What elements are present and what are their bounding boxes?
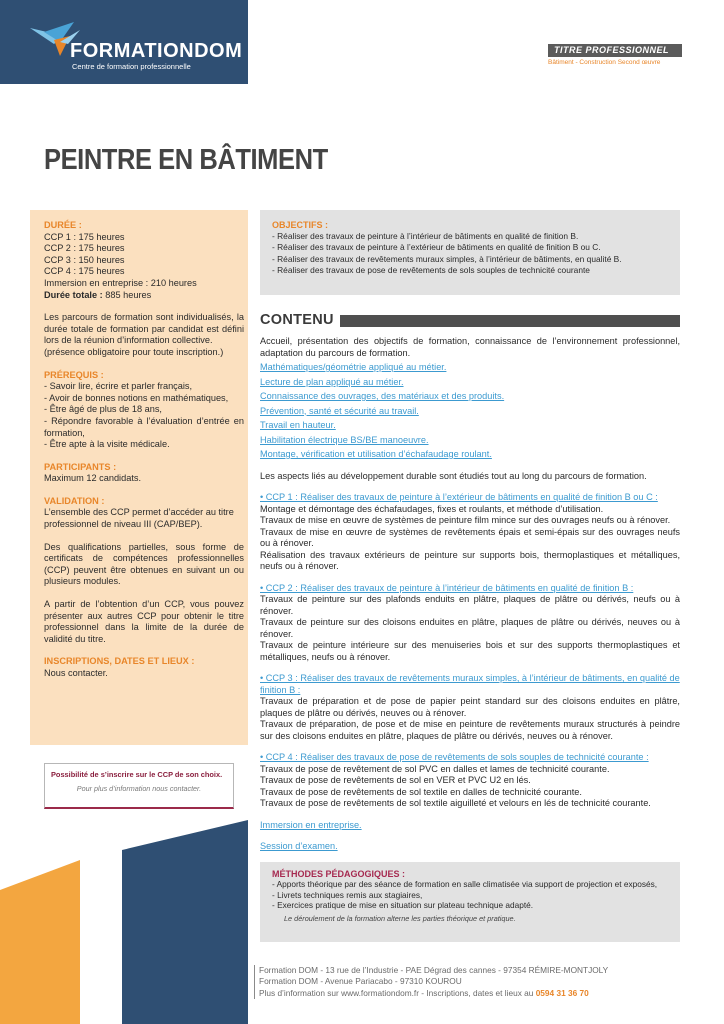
ccp2-line: Travaux de peinture sur des cloisons enduites en plâtre, plaques de plâtre ou dérivés, neuves ou à rénover. xyxy=(260,617,680,639)
objectifs-box xyxy=(260,210,680,295)
methode-item: - Livrets techniques remis aux stagiaires, xyxy=(272,889,423,900)
ccp2-line: Travaux de peinture sur des plafonds enduits en plâtre, plaques de plâtre ou dérivés, neufs ou à rénover. xyxy=(260,594,680,616)
module-link[interactable]: Mathématiques/géométrie appliqué au métier. xyxy=(260,362,447,372)
objectif-item: - Réaliser des travaux de pose de revêtements de sols souples de technicité courante xyxy=(272,264,590,275)
inscriptions-text: Nous contacter. xyxy=(44,668,108,678)
duree-heading: DURÉE : xyxy=(44,220,82,230)
ccp-callout-box xyxy=(44,763,234,809)
footer-address-1: Formation DOM - 13 rue de l’Industrie - PAE Dégrad des cannes - 97354 RÉMIRE-MONTJOLY xyxy=(259,965,609,975)
prerequis-heading: PRÉREQUIS : xyxy=(44,369,104,380)
inscriptions-heading: INSCRIPTIONS, DATES ET LIEUX : xyxy=(44,656,195,667)
duree-item: CCP 1 : 175 heures xyxy=(44,231,125,242)
footer xyxy=(254,965,694,999)
objectif-item: - Réaliser des travaux de peinture à l’extérieur de bâtiments en qualité de finition B ou C. xyxy=(272,242,601,253)
validation-text: L’ensemble des CCP permet d’accéder au titre professionnel de niveau III (CAP/BEP). xyxy=(44,507,234,530)
prerequis-item: - Être apte à la visite médicale. xyxy=(44,439,170,450)
footer-address-2: Formation DOM - Avenue Pariacabo - 97310 KOUROU xyxy=(259,976,462,987)
obtention-text: A partir de l’obtention d’un CCP, vous pouvez présenter aux autres CCP pour obtenir le titre professionnel dans la limite de la durée de validité du titre. xyxy=(44,599,244,644)
duree-total xyxy=(44,290,244,302)
methodes-heading: MÉTHODES PÉDAGOGIQUES : xyxy=(272,869,406,879)
ccp3-line: Travaux de préparation et de pose de papier peint standard sur des cloisons enduites en plâtre, plaques de plâtre ou dérivés, neuves ou à rénover. xyxy=(260,696,680,718)
module-link[interactable]: Habilitation électrique BS/BE manoeuvre. xyxy=(260,434,429,445)
methode-item: - Exercices pratique de mise en situation sur plateau technique adapté. xyxy=(272,900,534,911)
ccp3-title-link[interactable]: • CCP 3 : Réaliser des travaux de revêtements muraux simples, à l’intérieur de bâtiments, en qualité de finition B : xyxy=(260,673,680,695)
prerequis-item: - Répondre favorable à l’évaluation d’entrée en formation, xyxy=(44,415,244,438)
objectifs-heading: OBJECTIFS : xyxy=(272,220,329,230)
left-info-panel xyxy=(30,210,248,745)
ccp1-title-link[interactable]: • CCP 1 : Réaliser des travaux de peinture à l’extérieur de bâtiments en qualité de finition B ou C : xyxy=(260,492,658,502)
module-link[interactable]: Prévention, santé et sécurité au travail. xyxy=(260,405,419,416)
methodes-box xyxy=(260,862,680,942)
duree-total-value: 885 heures xyxy=(102,289,152,300)
logo-tagline: Centre de formation professionnelle xyxy=(72,62,191,71)
parcours-note: (présence obligatoire pour toute inscription.) xyxy=(44,346,224,357)
decorative-shapes xyxy=(0,820,248,1024)
ccp4-line: Travaux de pose de revêtement de sol PVC en dalles et lames de technicité courante. xyxy=(260,763,610,774)
module-link[interactable]: Lecture de plan appliqué au métier. xyxy=(260,376,404,387)
ccp4-line: Travaux de pose de revêtements de sol en VER et PVC U2 en lés. xyxy=(260,775,531,785)
duree-item: CCP 4 : 175 heures xyxy=(44,266,125,277)
participants-heading: PARTICIPANTS : xyxy=(44,461,117,472)
module-link[interactable]: Connaissance des ouvrages, des matériaux et des produits. xyxy=(260,391,505,401)
callout-sub-text: Pour plus d’information nous contacter. xyxy=(76,784,202,793)
duree-item: CCP 3 : 150 heures xyxy=(44,254,125,265)
titre-professionnel-badge: TITRE PROFESSIONNEL xyxy=(548,44,682,57)
participants-text: Maximum 12 candidats. xyxy=(44,473,142,484)
session-link[interactable]: Session d’examen. xyxy=(260,841,338,851)
ccp2-line: Travaux de peinture intérieure sur des menuiseries bois et sur des supports thermoplastiques et métalliques, neufs ou à rénover. xyxy=(260,640,680,662)
ccp1-line: Montage et démontage des échafaudages, fixes et roulants, et méthode d’utilisation. xyxy=(260,503,604,514)
callout-main-text: Possibilité de s’inscrire sur le CCP de son choix. xyxy=(51,770,223,779)
ccp1-line: Travaux de mise en œuvre de systèmes de peinture film mince sur des ouvrages neufs ou à rénover. xyxy=(260,515,671,525)
footer-phone[interactable]: 0594 31 36 70 xyxy=(535,987,589,998)
contenu-heading-bar xyxy=(340,315,680,327)
ccp4-line: Travaux de pose de revêtements de sol textile en dalles de technicité courante. xyxy=(260,786,582,797)
header-bar xyxy=(0,0,248,84)
ccp4-line: Travaux de pose de revêtements de sol textile aiguilleté et velours en lés de technicité courante. xyxy=(260,798,651,808)
contenu-intro: Accueil, présentation des objectifs de formation, connaissance de l’environnement professionnel, adaptation du parcours de formation. xyxy=(260,336,680,358)
page-title: PEINTRE EN BÂTIMENT xyxy=(44,144,328,176)
immersion-link[interactable]: Immersion en entreprise. xyxy=(260,819,362,830)
contenu-body xyxy=(260,336,680,853)
ccp3-line: Travaux de préparation, de pose et de mise en peinture de revêtements muraux structurés à peindre sur des cloisons enduites en plâtre, plaques de plâtre ou dérivés, neuves ou à rénover. xyxy=(260,719,680,741)
module-link[interactable]: Montage, vérification et utilisation d’échafaudage roulant. xyxy=(260,449,492,459)
methode-item: - Apports théorique par des séance de formation en salle climatisée via support de projection et exposés, xyxy=(272,879,658,890)
titre-professionnel-subtitle: Bâtiment - Construction Second œuvre xyxy=(548,59,661,66)
footer-contact-text: Plus d’information sur www.formationdom.fr - Inscriptions, dates et lieux au xyxy=(259,987,536,998)
duree-total-label: Durée totale : xyxy=(44,289,103,300)
footer-contact xyxy=(259,988,694,999)
prerequis-item: - Être âgé de plus de 18 ans, xyxy=(44,404,162,415)
logo[interactable] xyxy=(30,22,245,72)
objectif-item: - Réaliser des travaux de revêtements muraux simples, à l’intérieur de bâtiments, en qualité B. xyxy=(272,253,622,264)
parcours-text: Les parcours de formation sont individualisés, la durée totale de formation par candidat est défini lors de la réunion d’information collective. xyxy=(44,312,244,346)
contenu-heading: CONTENU xyxy=(260,312,334,328)
methodes-note: Le déroulement de la formation alterne les parties théorique et pratique. xyxy=(284,913,516,923)
prerequis-item: - Avoir de bonnes notions en mathématiques, xyxy=(44,392,229,403)
ccp2-title-link[interactable]: • CCP 2 : Réaliser des travaux de peinture à l’intérieur de bâtiments en qualité de finition B : xyxy=(260,582,634,593)
qualifications-text: Des qualifications partielles, sous forme de certificats de compétences professionnelles (CCP) peuvent être obtenues en suivant un ou plusieurs modules. xyxy=(44,541,244,587)
duree-item: CCP 2 : 175 heures xyxy=(44,243,125,254)
logo-name: FORMATIONDOM xyxy=(70,40,243,62)
duree-item: Immersion en entreprise : 210 heures xyxy=(44,277,197,288)
ccp1-line: Réalisation des travaux extérieurs de peinture sur supports bois, thermoplastiques et métalliques, neufs ou à rénover. xyxy=(260,549,680,571)
ccp1-line: Travaux de mise en œuvre de systèmes de revêtements épais et semi-épais sur des ouvrages neufs ou à rénover. xyxy=(260,526,680,548)
objectif-item: - Réaliser des travaux de peinture à l’intérieur de bâtiments en qualité de finition B. xyxy=(272,231,579,242)
prerequis-item: - Savoir lire, écrire et parler français, xyxy=(44,381,193,392)
ccp4-title-link[interactable]: • CCP 4 : Réaliser des travaux de pose de revêtements de sols souples de technicité courante : xyxy=(260,752,649,762)
durable-text: Les aspects liés au développement durable sont étudiés tout au long du parcours de formation. xyxy=(260,470,647,481)
validation-heading: VALIDATION : xyxy=(44,495,105,506)
module-link[interactable]: Travail en hauteur. xyxy=(260,420,336,430)
